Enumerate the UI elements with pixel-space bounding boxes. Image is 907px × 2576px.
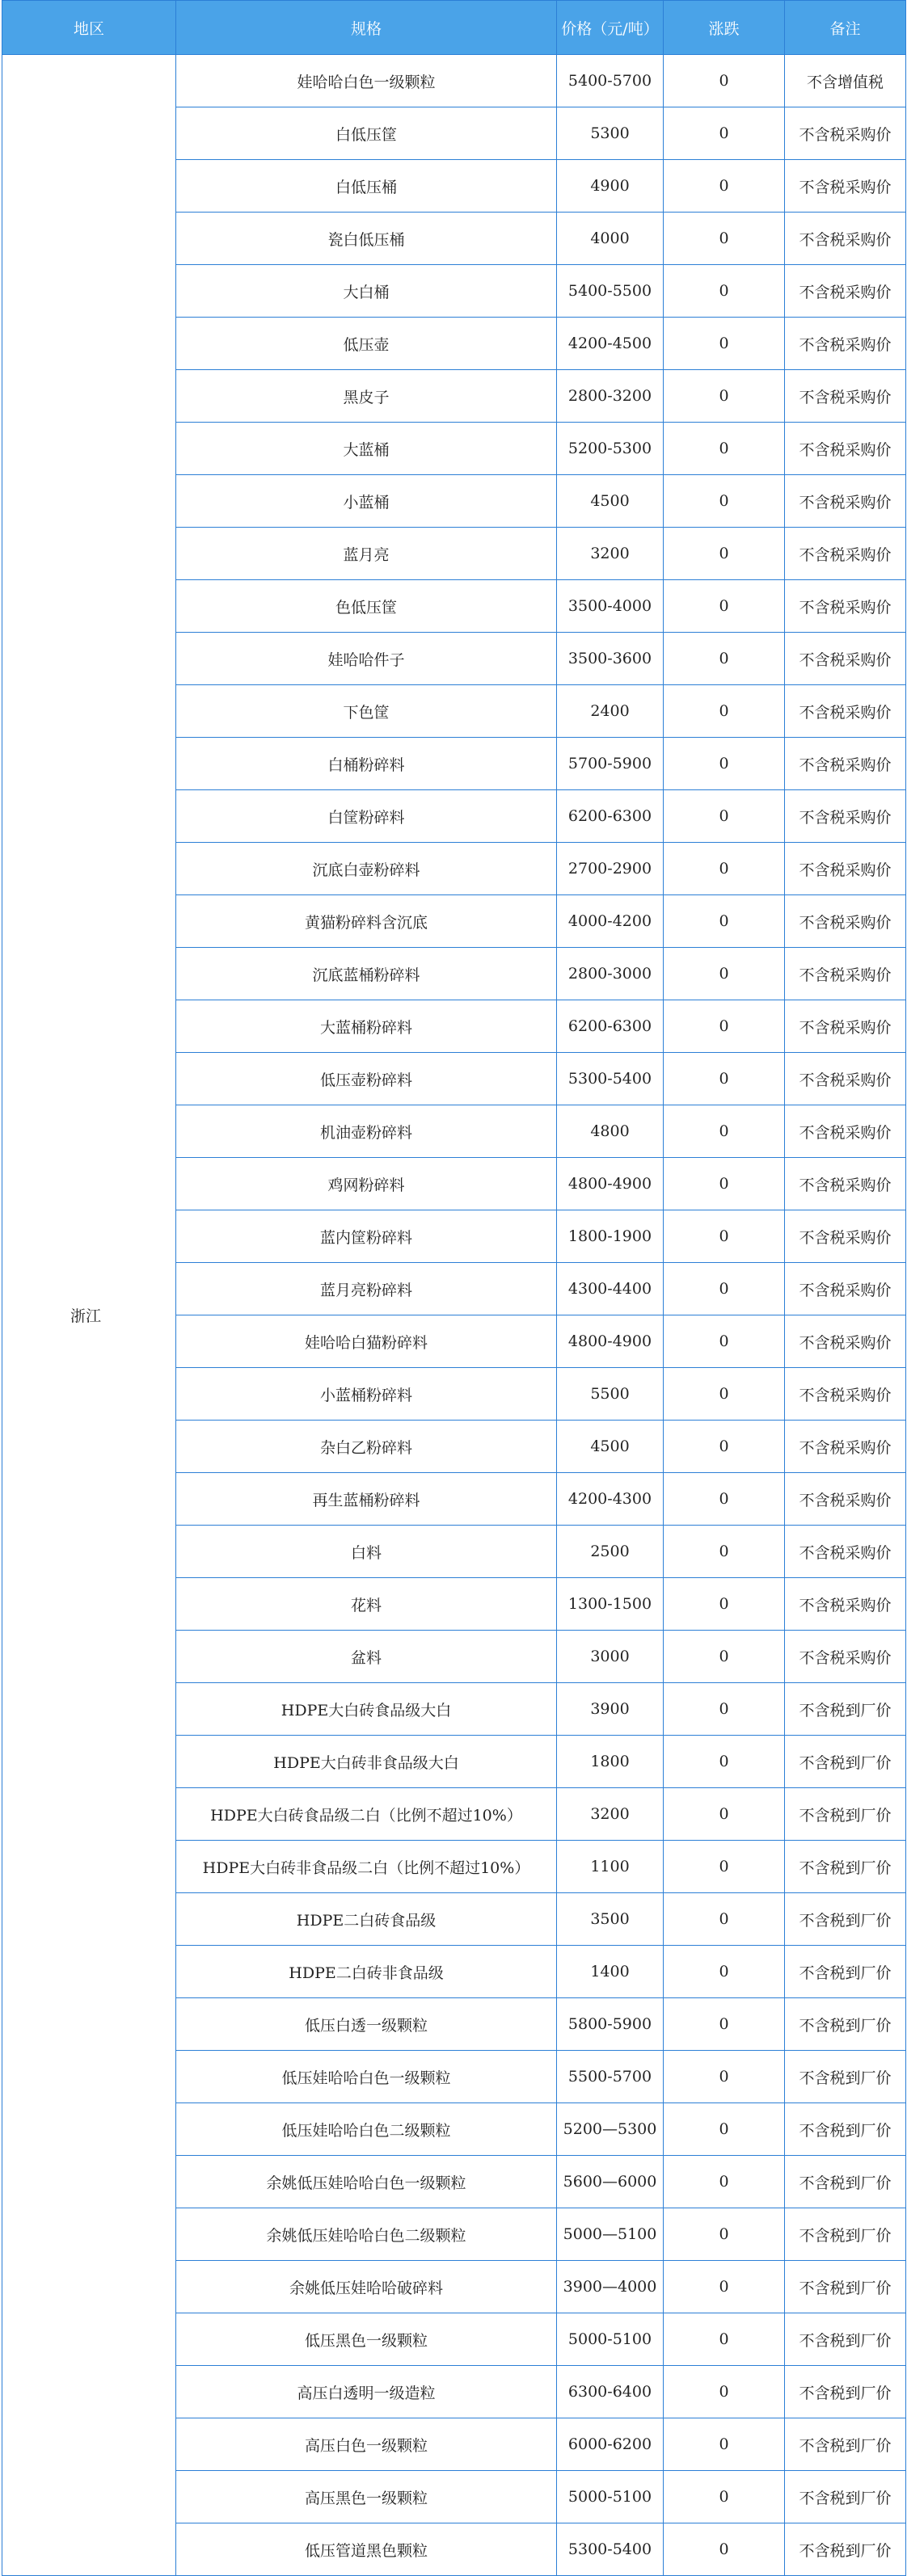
change-cell: 0 — [664, 213, 785, 265]
change-cell: 0 — [664, 685, 785, 738]
change-cell: 0 — [664, 790, 785, 843]
note-cell: 不含税到厂价 — [785, 1788, 906, 1841]
price-cell: 3200 — [557, 1788, 664, 1841]
spec-cell: 低压管道黑色颗粒 — [176, 2523, 557, 2576]
price-cell: 4900 — [557, 160, 664, 213]
spec-cell: 大蓝桶粉碎料 — [176, 1000, 557, 1053]
change-cell: 0 — [664, 2418, 785, 2471]
note-cell: 不含税到厂价 — [785, 2523, 906, 2576]
note-cell: 不含税到厂价 — [785, 1998, 906, 2051]
spec-cell: 娃哈哈件子 — [176, 633, 557, 685]
change-cell: 0 — [664, 1736, 785, 1788]
spec-cell: HDPE大白砖食品级二白（比例不超过10%） — [176, 1788, 557, 1841]
change-cell: 0 — [664, 738, 785, 790]
price-cell: 2800-3000 — [557, 948, 664, 1000]
spec-cell: 鸡网粉碎料 — [176, 1158, 557, 1210]
note-cell: 不含税采购价 — [785, 1631, 906, 1683]
note-cell: 不含税采购价 — [785, 318, 906, 370]
change-cell: 0 — [664, 1315, 785, 1368]
price-cell: 4200-4300 — [557, 1473, 664, 1526]
change-cell: 0 — [664, 160, 785, 213]
note-cell: 不含税采购价 — [785, 1578, 906, 1631]
region-cell: 浙江 — [2, 55, 176, 2576]
change-cell: 0 — [664, 55, 785, 107]
price-cell: 2800-3200 — [557, 370, 664, 423]
spec-cell: 低压壶粉碎料 — [176, 1053, 557, 1105]
note-cell: 不含税采购价 — [785, 1368, 906, 1421]
spec-cell: 小蓝桶 — [176, 475, 557, 528]
note-cell: 不含税到厂价 — [785, 2103, 906, 2156]
spec-cell: HDPE大白砖非食品级二白（比例不超过10%） — [176, 1841, 557, 1893]
spec-cell: 下色筐 — [176, 685, 557, 738]
change-cell: 0 — [664, 2208, 785, 2261]
change-cell: 0 — [664, 2366, 785, 2418]
note-cell: 不含税采购价 — [785, 843, 906, 895]
note-cell: 不含税采购价 — [785, 1053, 906, 1105]
spec-cell: 白低压桶 — [176, 160, 557, 213]
spec-cell: 大白桶 — [176, 265, 557, 318]
price-cell: 1100 — [557, 1841, 664, 1893]
spec-cell: 盆料 — [176, 1631, 557, 1683]
note-cell: 不含税采购价 — [785, 790, 906, 843]
table-row — [2, 55, 906, 107]
note-cell: 不含税采购价 — [785, 1158, 906, 1210]
price-cell: 3500-3600 — [557, 633, 664, 685]
change-cell: 0 — [664, 948, 785, 1000]
note-cell: 不含税到厂价 — [785, 2313, 906, 2366]
price-cell: 6200-6300 — [557, 790, 664, 843]
note-cell: 不含税到厂价 — [785, 2366, 906, 2418]
note-cell: 不含税到厂价 — [785, 2051, 906, 2103]
note-cell: 不含税采购价 — [785, 213, 906, 265]
note-cell: 不含税到厂价 — [785, 1893, 906, 1946]
change-cell: 0 — [664, 1788, 785, 1841]
table-header — [2, 1, 906, 55]
change-cell: 0 — [664, 1210, 785, 1263]
spec-cell: HDPE二白砖食品级 — [176, 1893, 557, 1946]
price-cell: 4300-4400 — [557, 1263, 664, 1315]
price-cell: 5500 — [557, 1368, 664, 1421]
change-cell: 0 — [664, 2261, 785, 2313]
price-cell: 5600—6000 — [557, 2156, 664, 2208]
note-cell: 不含税到厂价 — [785, 1736, 906, 1788]
price-cell: 6200-6300 — [557, 1000, 664, 1053]
price-cell: 2400 — [557, 685, 664, 738]
spec-cell: 黄猫粉碎料含沉底 — [176, 895, 557, 948]
price-cell: 6000-6200 — [557, 2418, 664, 2471]
change-cell: 0 — [664, 895, 785, 948]
note-cell: 不含税采购价 — [785, 1263, 906, 1315]
spec-cell: 白料 — [176, 1526, 557, 1578]
change-cell: 0 — [664, 2523, 785, 2576]
change-cell: 0 — [664, 1368, 785, 1421]
change-cell: 0 — [664, 1105, 785, 1158]
change-cell: 0 — [664, 2051, 785, 2103]
price-cell: 5400-5500 — [557, 265, 664, 318]
price-cell: 4500 — [557, 475, 664, 528]
note-cell: 不含税采购价 — [785, 107, 906, 160]
spec-cell: 低压白透一级颗粒 — [176, 1998, 557, 2051]
price-cell: 5500-5700 — [557, 2051, 664, 2103]
spec-cell: 再生蓝桶粉碎料 — [176, 1473, 557, 1526]
note-cell: 不含税到厂价 — [785, 1946, 906, 1998]
spec-cell: 低压娃哈哈白色一级颗粒 — [176, 2051, 557, 2103]
spec-cell: 余姚低压娃哈哈白色二级颗粒 — [176, 2208, 557, 2261]
note-cell: 不含税采购价 — [785, 1000, 906, 1053]
note-cell: 不含税到厂价 — [785, 2208, 906, 2261]
price-cell: 5200-5300 — [557, 423, 664, 475]
spec-cell: 花料 — [176, 1578, 557, 1631]
price-cell: 3500-4000 — [557, 580, 664, 633]
header-spec: 规格 — [176, 1, 557, 55]
spec-cell: 机油壶粉碎料 — [176, 1105, 557, 1158]
note-cell: 不含税采购价 — [785, 1526, 906, 1578]
price-cell: 5000—5100 — [557, 2208, 664, 2261]
change-cell: 0 — [664, 843, 785, 895]
note-cell: 不含税到厂价 — [785, 2156, 906, 2208]
spec-cell: 色低压筐 — [176, 580, 557, 633]
note-cell: 不含税采购价 — [785, 370, 906, 423]
note-cell: 不含税采购价 — [785, 895, 906, 948]
price-cell: 1400 — [557, 1946, 664, 1998]
price-cell: 2700-2900 — [557, 843, 664, 895]
change-cell: 0 — [664, 1000, 785, 1053]
note-cell: 不含税采购价 — [785, 685, 906, 738]
change-cell: 0 — [664, 107, 785, 160]
price-cell: 5300-5400 — [557, 1053, 664, 1105]
change-cell: 0 — [664, 370, 785, 423]
price-cell: 4200-4500 — [557, 318, 664, 370]
spec-cell: 低压黑色一级颗粒 — [176, 2313, 557, 2366]
change-cell: 0 — [664, 1158, 785, 1210]
note-cell: 不含税到厂价 — [785, 1683, 906, 1736]
change-cell: 0 — [664, 528, 785, 580]
spec-cell: 娃哈哈白猫粉碎料 — [176, 1315, 557, 1368]
change-cell: 0 — [664, 1683, 785, 1736]
note-cell: 不含税采购价 — [785, 738, 906, 790]
header-region: 地区 — [2, 1, 176, 55]
price-cell: 1800 — [557, 1736, 664, 1788]
price-cell: 5400-5700 — [557, 55, 664, 107]
change-cell: 0 — [664, 2103, 785, 2156]
price-cell: 4500 — [557, 1421, 664, 1473]
note-cell: 不含税到厂价 — [785, 1841, 906, 1893]
price-cell: 3900—4000 — [557, 2261, 664, 2313]
spec-cell: 白低压筐 — [176, 107, 557, 160]
change-cell: 0 — [664, 1631, 785, 1683]
header-note: 备注 — [785, 1, 906, 55]
price-cell: 5300-5400 — [557, 2523, 664, 2576]
change-cell: 0 — [664, 1578, 785, 1631]
note-cell: 不含税采购价 — [785, 1315, 906, 1368]
spec-cell: 杂白乙粉碎料 — [176, 1421, 557, 1473]
price-cell: 5700-5900 — [557, 738, 664, 790]
spec-cell: 小蓝桶粉碎料 — [176, 1368, 557, 1421]
spec-cell: 低压娃哈哈白色二级颗粒 — [176, 2103, 557, 2156]
change-cell: 0 — [664, 2471, 785, 2523]
price-cell: 3500 — [557, 1893, 664, 1946]
note-cell: 不含税到厂价 — [785, 2471, 906, 2523]
change-cell: 0 — [664, 1421, 785, 1473]
spec-cell: 高压白色一级颗粒 — [176, 2418, 557, 2471]
note-cell: 不含税到厂价 — [785, 2261, 906, 2313]
change-cell: 0 — [664, 265, 785, 318]
price-cell: 4800-4900 — [557, 1315, 664, 1368]
spec-cell: 高压白透明一级造粒 — [176, 2366, 557, 2418]
note-cell: 不含税到厂价 — [785, 2418, 906, 2471]
price-cell: 5300 — [557, 107, 664, 160]
price-cell: 5200—5300 — [557, 2103, 664, 2156]
spec-cell: 蓝内筐粉碎料 — [176, 1210, 557, 1263]
change-cell: 0 — [664, 475, 785, 528]
change-cell: 0 — [664, 1053, 785, 1105]
spec-cell: 高压黑色一级颗粒 — [176, 2471, 557, 2523]
note-cell: 不含税采购价 — [785, 580, 906, 633]
change-cell: 0 — [664, 1893, 785, 1946]
note-cell: 不含税采购价 — [785, 633, 906, 685]
change-cell: 0 — [664, 1263, 785, 1315]
note-cell: 不含税采购价 — [785, 1421, 906, 1473]
price-cell: 1300-1500 — [557, 1578, 664, 1631]
note-cell: 不含税采购价 — [785, 160, 906, 213]
spec-cell: 大蓝桶 — [176, 423, 557, 475]
change-cell: 0 — [664, 2156, 785, 2208]
spec-cell: 黑皮子 — [176, 370, 557, 423]
spec-cell: 沉底蓝桶粉碎料 — [176, 948, 557, 1000]
header-change: 涨跌 — [664, 1, 785, 55]
price-cell: 6300-6400 — [557, 2366, 664, 2418]
change-cell: 0 — [664, 1473, 785, 1526]
price-cell: 3000 — [557, 1631, 664, 1683]
spec-cell: 娃哈哈白色一级颗粒 — [176, 55, 557, 107]
note-cell: 不含税采购价 — [785, 1473, 906, 1526]
spec-cell: 余姚低压娃哈哈破碎料 — [176, 2261, 557, 2313]
price-cell: 5000-5100 — [557, 2471, 664, 2523]
price-table — [2, 0, 906, 2576]
change-cell: 0 — [664, 1998, 785, 2051]
change-cell: 0 — [664, 580, 785, 633]
price-cell: 5000-5100 — [557, 2313, 664, 2366]
spec-cell: 蓝月亮 — [176, 528, 557, 580]
price-cell: 5800-5900 — [557, 1998, 664, 2051]
change-cell: 0 — [664, 1526, 785, 1578]
price-cell: 4800 — [557, 1105, 664, 1158]
table-body — [2, 55, 906, 2576]
note-cell: 不含税采购价 — [785, 1105, 906, 1158]
change-cell: 0 — [664, 633, 785, 685]
change-cell: 0 — [664, 423, 785, 475]
spec-cell: 白筐粉碎料 — [176, 790, 557, 843]
spec-cell: 低压壶 — [176, 318, 557, 370]
note-cell: 不含税采购价 — [785, 423, 906, 475]
change-cell: 0 — [664, 1946, 785, 1998]
note-cell: 不含税采购价 — [785, 948, 906, 1000]
change-cell: 0 — [664, 1841, 785, 1893]
change-cell: 0 — [664, 318, 785, 370]
header-row — [2, 1, 906, 55]
price-cell: 3900 — [557, 1683, 664, 1736]
price-cell: 2500 — [557, 1526, 664, 1578]
header-price: 价格（元/吨） — [557, 1, 664, 55]
spec-cell: HDPE大白砖非食品级大白 — [176, 1736, 557, 1788]
change-cell: 0 — [664, 2313, 785, 2366]
note-cell: 不含税采购价 — [785, 1210, 906, 1263]
spec-cell: HDPE大白砖食品级大白 — [176, 1683, 557, 1736]
price-cell: 4800-4900 — [557, 1158, 664, 1210]
note-cell: 不含税采购价 — [785, 528, 906, 580]
price-cell: 4000 — [557, 213, 664, 265]
price-cell: 1800-1900 — [557, 1210, 664, 1263]
spec-cell: 余姚低压娃哈哈白色一级颗粒 — [176, 2156, 557, 2208]
note-cell: 不含税采购价 — [785, 475, 906, 528]
spec-cell: HDPE二白砖非食品级 — [176, 1946, 557, 1998]
price-cell: 3200 — [557, 528, 664, 580]
note-cell: 不含增值税 — [785, 55, 906, 107]
spec-cell: 白桶粉碎料 — [176, 738, 557, 790]
note-cell: 不含税采购价 — [785, 265, 906, 318]
spec-cell: 瓷白低压桶 — [176, 213, 557, 265]
spec-cell: 蓝月亮粉碎料 — [176, 1263, 557, 1315]
price-cell: 4000-4200 — [557, 895, 664, 948]
spec-cell: 沉底白壶粉碎料 — [176, 843, 557, 895]
